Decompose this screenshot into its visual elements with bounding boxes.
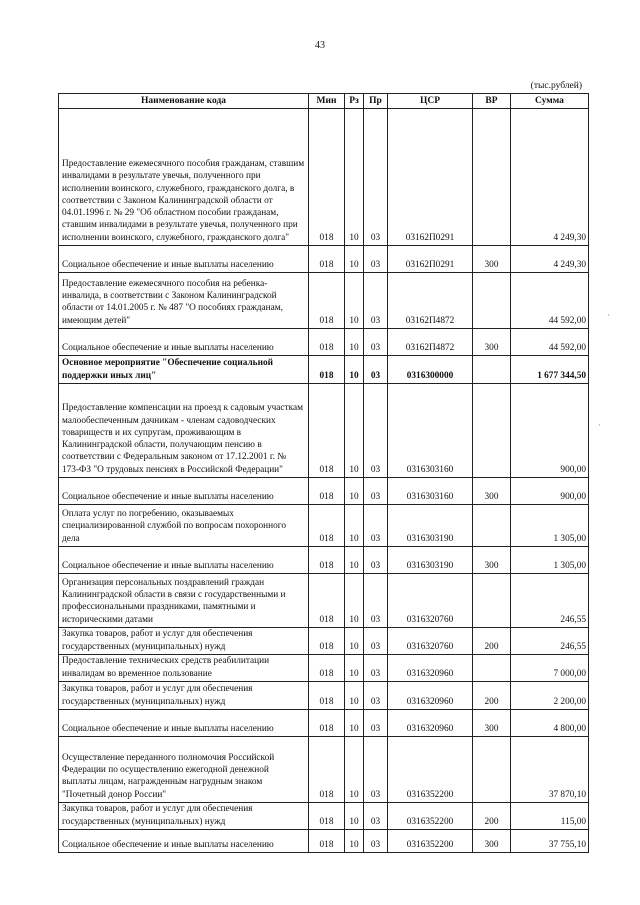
cell-vr: 300: [473, 830, 511, 853]
cell-rz: 10: [345, 628, 364, 655]
cell-pr: 03: [364, 547, 388, 574]
cell-name: Осуществление переданного полномочия Российской Федерации по осуществлению ежегодной денежной выплаты лицам, награжденным нагрудным знаком "Почетный донор России": [59, 737, 309, 803]
cell-csr: 0316320760: [388, 628, 473, 655]
cell-sum: 7 000,00: [511, 655, 589, 682]
table-row: [59, 109, 589, 246]
table-row: [59, 574, 589, 628]
table-row: [59, 628, 589, 655]
cell-csr: 0316303160: [388, 384, 473, 478]
cell-vr: [473, 109, 511, 246]
table-row: [59, 655, 589, 682]
cell-rz: 10: [345, 737, 364, 803]
cell-vr: 200: [473, 682, 511, 710]
table-row: [59, 505, 589, 547]
cell-vr: 300: [473, 246, 511, 273]
cell-vr: 300: [473, 547, 511, 574]
col-header-rz: Рз: [345, 94, 364, 109]
cell-pr: 03: [364, 478, 388, 505]
cell-sum: 246,55: [511, 628, 589, 655]
margin-mark: ·: [607, 310, 610, 320]
page-number: 43: [315, 40, 325, 51]
cell-name: Социальное обеспечение и иные выплаты населению: [59, 547, 309, 574]
cell-vr: [473, 655, 511, 682]
cell-min: 018: [309, 109, 345, 246]
cell-min: 018: [309, 356, 345, 384]
unit-note: (тыс.рублей): [530, 81, 582, 91]
cell-rz: 10: [345, 505, 364, 547]
cell-rz: 10: [345, 830, 364, 853]
cell-sum: 1 677 344,50: [511, 356, 589, 384]
cell-min: 018: [309, 246, 345, 273]
cell-pr: 03: [364, 682, 388, 710]
cell-csr: 0316352200: [388, 737, 473, 803]
table-row: [59, 246, 589, 273]
cell-csr: 0316303190: [388, 505, 473, 547]
cell-rz: 10: [345, 574, 364, 628]
cell-min: 018: [309, 273, 345, 329]
cell-sum: 1 305,00: [511, 505, 589, 547]
col-header-vr: ВР: [473, 94, 511, 109]
cell-sum: 4 249,30: [511, 246, 589, 273]
cell-rz: 10: [345, 356, 364, 384]
cell-min: 018: [309, 628, 345, 655]
cell-sum: 37 755,10: [511, 830, 589, 853]
cell-name: Основное мероприятие "Обеспечение социальной поддержки иных лиц": [59, 356, 309, 384]
cell-sum: 44 592,00: [511, 273, 589, 329]
cell-name: Предоставление технических средств реабилитации инвалидам во временное пользование: [59, 655, 309, 682]
cell-pr: 03: [364, 574, 388, 628]
cell-csr: 03162П0291: [388, 109, 473, 246]
cell-pr: 03: [364, 109, 388, 246]
cell-pr: 03: [364, 505, 388, 547]
cell-vr: [473, 737, 511, 803]
cell-csr: 03162П4872: [388, 273, 473, 329]
col-header-sum: Сумма: [511, 94, 589, 109]
cell-csr: 0316320760: [388, 574, 473, 628]
cell-sum: 115,00: [511, 803, 589, 830]
cell-name: Социальное обеспечение и иные выплаты населению: [59, 329, 309, 356]
cell-csr: 03162П0291: [388, 246, 473, 273]
cell-min: 018: [309, 682, 345, 710]
cell-sum: 900,00: [511, 478, 589, 505]
table-row: [59, 478, 589, 505]
table-row: [59, 273, 589, 329]
cell-name: Социальное обеспечение и иные выплаты населению: [59, 246, 309, 273]
cell-rz: 10: [345, 329, 364, 356]
cell-name: Социальное обеспечение и иные выплаты населению: [59, 478, 309, 505]
cell-pr: 03: [364, 246, 388, 273]
cell-pr: 03: [364, 737, 388, 803]
cell-min: 018: [309, 329, 345, 356]
cell-csr: 0316320960: [388, 710, 473, 737]
cell-vr: 200: [473, 628, 511, 655]
cell-name: Закупка товаров, работ и услуг для обеспечения государственных (муниципальных) нужд: [59, 682, 309, 710]
table-row: [59, 329, 589, 356]
cell-min: 018: [309, 830, 345, 853]
cell-vr: 300: [473, 710, 511, 737]
cell-pr: 03: [364, 830, 388, 853]
cell-min: 018: [309, 478, 345, 505]
cell-name: Предоставление ежемесячного пособия гражданам, ставшим инвалидами в результате увечья, полученного при исполнении воинского, служебного, гражданского долга, в соответствии с Законом Калининградской области от 04.01.1996 г. № 29 "Об областном пособии гражданам, ставшим инвалидами в результате увечья, полученного при исполнении воинского, служебного, гражданского долга": [59, 109, 309, 246]
cell-name: Предоставление компенсации на проезд к садовым участкам малообеспеченным дачникам - членам садоводческих товариществ и их супругам, проживающим в Калининградской области, получающим пенсию в соответствии с Федеральным законом от 17.12.2001 г. № 173-ФЗ "О трудовых пенсиях в Российской Федерации": [59, 384, 309, 478]
cell-csr: 03162П4872: [388, 329, 473, 356]
table-row: [59, 682, 589, 710]
table-row: [59, 737, 589, 803]
cell-vr: [473, 505, 511, 547]
cell-sum: 246,55: [511, 574, 589, 628]
table-row: [59, 356, 589, 384]
cell-sum: 4 800,00: [511, 710, 589, 737]
cell-sum: 900,00: [511, 384, 589, 478]
table-header-row: [59, 94, 589, 109]
cell-min: 018: [309, 803, 345, 830]
cell-rz: 10: [345, 384, 364, 478]
table-row: [59, 384, 589, 478]
cell-csr: 0316303190: [388, 547, 473, 574]
cell-vr: [473, 574, 511, 628]
table-row: [59, 710, 589, 737]
cell-name: Социальное обеспечение и иные выплаты населению: [59, 830, 309, 853]
cell-min: 018: [309, 505, 345, 547]
cell-vr: [473, 384, 511, 478]
cell-min: 018: [309, 710, 345, 737]
cell-sum: 1 305,00: [511, 547, 589, 574]
cell-min: 018: [309, 574, 345, 628]
cell-pr: 03: [364, 356, 388, 384]
cell-rz: 10: [345, 478, 364, 505]
cell-vr: [473, 356, 511, 384]
cell-csr: 0316352200: [388, 830, 473, 853]
table-body: [59, 109, 589, 853]
cell-pr: 03: [364, 273, 388, 329]
cell-min: 018: [309, 547, 345, 574]
col-header-min: Мин: [309, 94, 345, 109]
cell-pr: 03: [364, 329, 388, 356]
table-row: [59, 830, 589, 853]
cell-name: Организация персональных поздравлений граждан Калининградской области в связи с государственными и профессиональными праздниками, памятными и историческими датами: [59, 574, 309, 628]
col-header-pr: Пр: [364, 94, 388, 109]
col-header-csr: ЦСР: [388, 94, 473, 109]
cell-pr: 03: [364, 803, 388, 830]
cell-rz: 10: [345, 547, 364, 574]
cell-name: Закупка товаров, работ и услуг для обеспечения государственных (муниципальных) нужд: [59, 803, 309, 830]
col-header-name: Наименование кода: [59, 94, 309, 109]
table-row: [59, 803, 589, 830]
cell-rz: 10: [345, 710, 364, 737]
cell-rz: 10: [345, 246, 364, 273]
cell-csr: 0316320960: [388, 682, 473, 710]
cell-name: Социальное обеспечение и иные выплаты населению: [59, 710, 309, 737]
cell-sum: 2 200,00: [511, 682, 589, 710]
cell-vr: [473, 273, 511, 329]
cell-sum: 44 592,00: [511, 329, 589, 356]
cell-csr: 0316320960: [388, 655, 473, 682]
cell-pr: 03: [364, 628, 388, 655]
cell-csr: 0316352200: [388, 803, 473, 830]
cell-rz: 10: [345, 655, 364, 682]
margin-mark: ·: [598, 420, 601, 430]
cell-rz: 10: [345, 109, 364, 246]
cell-pr: 03: [364, 384, 388, 478]
budget-table: [58, 93, 589, 853]
table-row: [59, 547, 589, 574]
cell-vr: 300: [473, 478, 511, 505]
cell-rz: 10: [345, 682, 364, 710]
cell-name: Оплата услуг по погребению, оказываемых специализированной службой по вопросам похоронного дела: [59, 505, 309, 547]
cell-min: 018: [309, 737, 345, 803]
cell-csr: 0316303160: [388, 478, 473, 505]
cell-rz: 10: [345, 273, 364, 329]
cell-rz: 10: [345, 803, 364, 830]
cell-name: Предоставление ежемесячного пособия на ребенка-инвалида, в соответствии с Законом Калининградской области от 14.01.2005 г. № 487 "О пособиях гражданам, имеющим детей": [59, 273, 309, 329]
cell-name: Закупка товаров, работ и услуг для обеспечения государственных (муниципальных) нужд: [59, 628, 309, 655]
cell-min: 018: [309, 655, 345, 682]
cell-vr: 300: [473, 329, 511, 356]
cell-sum: 4 249,30: [511, 109, 589, 246]
cell-csr: 0316300000: [388, 356, 473, 384]
cell-pr: 03: [364, 710, 388, 737]
cell-vr: 200: [473, 803, 511, 830]
cell-pr: 03: [364, 655, 388, 682]
cell-min: 018: [309, 384, 345, 478]
cell-sum: 37 870,10: [511, 737, 589, 803]
